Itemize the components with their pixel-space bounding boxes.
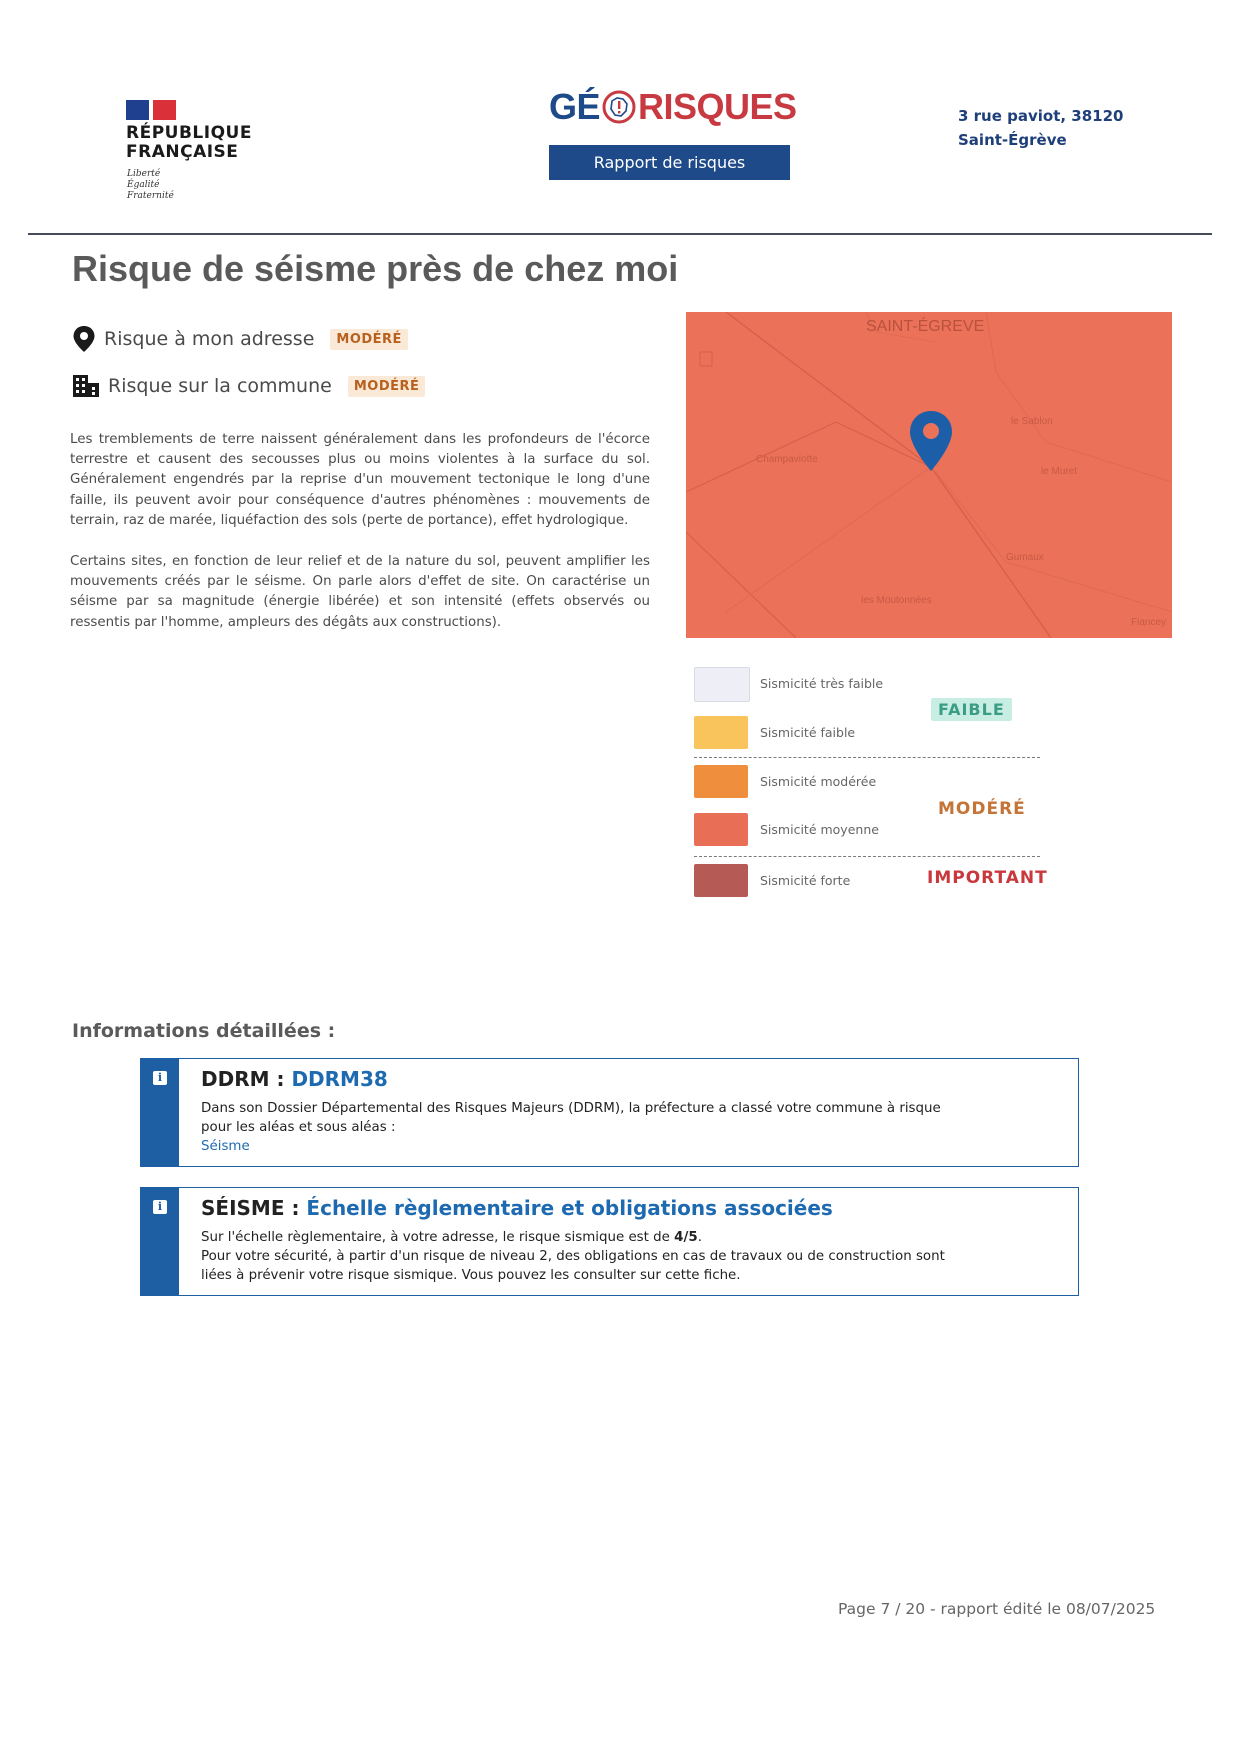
legend-separator (694, 757, 1040, 758)
legend-label-moyenne: Sismicité moyenne (760, 822, 879, 837)
legend-label-faible: Sismicité faible (760, 725, 856, 740)
description-paragraph-2: Certains sites, en fonction de leur relief et de la nature du sol, peuvent amplifier les mouvements créés par le séisme. On parle alors d'effet de site. On caractérise un séisme par sa magnitude (énergie libérée) et son intensité (effets observés ou ressentis par l'homme, ampleurs des dégâts aux constructions). (70, 554, 650, 630)
card-side-bar (141, 1188, 179, 1295)
map-place-label: le Sablon (1011, 416, 1053, 427)
globe-warning-icon (602, 90, 636, 124)
seisme-text (201, 1228, 961, 1285)
details-heading: Informations détaillées : (72, 1020, 336, 1042)
page-title: Risque de séisme près de chez moi (72, 248, 679, 289)
georisques-logo (549, 86, 797, 128)
level-important-label: IMPORTANT (927, 868, 1048, 888)
republique-francaise-name (126, 124, 252, 162)
legend-swatch-faible (694, 716, 748, 749)
republique-flag-icon (126, 100, 176, 120)
seisme-heading (201, 1196, 1078, 1220)
legend-separator (694, 856, 1040, 857)
map-commune-label: SAINT-ÉGREVE (866, 318, 985, 335)
commune-risk-row (72, 374, 425, 398)
legend-swatch-moyenne (694, 813, 748, 846)
legend-label-moderee: Sismicité modérée (760, 774, 877, 789)
map-place-label: Fiancey (1131, 617, 1167, 628)
info-icon: i (153, 1200, 167, 1214)
header-divider (28, 233, 1212, 235)
address-risk-badge: MODÉRÉ (330, 329, 408, 350)
republic-line2: FRANÇAISE (126, 142, 239, 162)
seismic-map[interactable] (686, 312, 1172, 638)
legend-swatch-tres-faible (694, 667, 750, 702)
seisme-separator: : (284, 1196, 307, 1220)
description-paragraph-1: Les tremblements de terre naissent généralement dans les profondeurs de l'écorce terrestre et causent des secousses plus ou moins violentes à la surface du sol. Généralement engendrés par la reprise d'un mouvement tectonique le long d'une faille, ils peuvent avoir pour conséquence d'autres phénomènes : mouvements de terrain, raz de marée, liquéfaction des sols (perte de portance), effet hydrologique. (70, 432, 650, 528)
seisme-hazard-link[interactable]: Séisme (201, 1139, 250, 1154)
motto-fraternite: Fraternité (127, 191, 174, 201)
motto-liberte: Liberté (127, 169, 161, 179)
rapport-de-risques-button[interactable]: Rapport de risques (549, 145, 790, 180)
ddrm-heading (201, 1067, 1078, 1091)
legend-swatch-forte (694, 864, 748, 897)
map-place-label: les Moutonnées (861, 595, 932, 606)
seisme-text-before: Sur l'échelle règlementaire, à votre adresse, le risque sismique est de (201, 1230, 675, 1245)
seismic-level-value: 4/5 (674, 1230, 698, 1245)
legend-label-tres-faible: Sismicité très faible (760, 676, 884, 691)
map-place-label: Champaviotte (756, 454, 818, 465)
info-icon: i (153, 1071, 167, 1085)
map-place-label: le Muret (1041, 466, 1078, 477)
republic-line1: RÉPUBLIQUE (126, 123, 252, 143)
echelle-reglementaire-link[interactable]: Échelle règlementaire et obligations associées (306, 1196, 833, 1220)
seisme-card (140, 1187, 1079, 1296)
republique-motto (127, 169, 174, 202)
address-risk-row (72, 325, 408, 353)
logo-part1: GÉ (549, 86, 601, 127)
commune-risk-badge: MODÉRÉ (348, 376, 426, 397)
address-risk-label: Risque à mon adresse (104, 328, 315, 350)
ddrm-text (201, 1099, 961, 1156)
legend-label-forte: Sismicité forte (760, 873, 851, 888)
map-place-label: Gumaux (1006, 552, 1044, 563)
ddrm-description: Dans son Dossier Départemental des Risques Majeurs (DDRM), la préfecture a classé votre commune à risque pour les aléas et sous aléas : (201, 1101, 941, 1135)
seisme-obligations-text: Pour votre sécurité, à partir d'un risque de niveau 2, des obligations en cas de travaux ou de construction sont liées à prévenir votre risque sismique. Vous pouvez les consulter sur cette fiche. (201, 1249, 945, 1283)
motto-egalite: Égalité (127, 180, 160, 190)
card-side-bar (141, 1059, 179, 1166)
location-pin-icon (72, 325, 96, 353)
report-address: 3 rue paviot, 38120 Saint-Égrève (958, 107, 1124, 149)
page-footer: Page 7 / 20 - rapport édité le 08/07/2025 (838, 1600, 1156, 1618)
map-roads (686, 312, 1172, 638)
level-modere-label: MODÉRÉ (938, 799, 1026, 819)
ddrm-title: DDRM (201, 1067, 270, 1091)
ddrm-card (140, 1058, 1079, 1167)
map-location-pin-icon[interactable] (907, 409, 955, 473)
building-icon (72, 374, 100, 398)
logo-part2: RISQUES (638, 86, 797, 127)
seisme-title: SÉISME (201, 1196, 285, 1220)
legend-swatch-moderee (694, 765, 748, 798)
commune-risk-label: Risque sur la commune (108, 375, 332, 397)
ddrm-separator: : (269, 1067, 292, 1091)
level-faible-badge: FAIBLE (931, 698, 1012, 721)
ddrm38-link[interactable]: DDRM38 (291, 1067, 388, 1091)
seisme-text-after: . (697, 1230, 702, 1245)
